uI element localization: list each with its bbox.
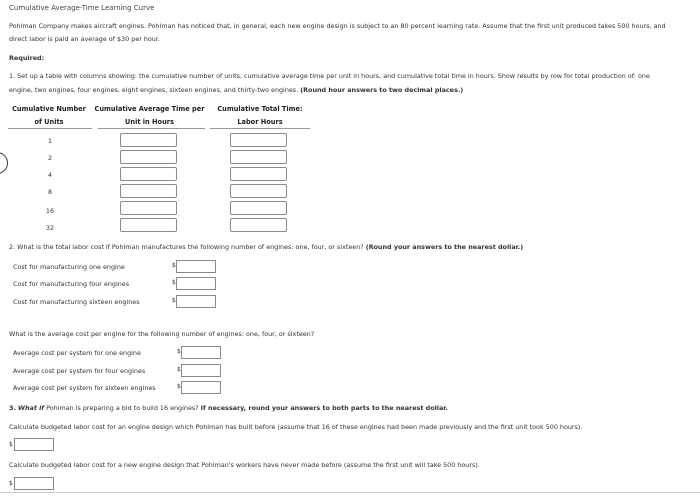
col2-header-line1: Cumulative Average Time per xyxy=(94,105,205,113)
question-2-text: 2. What is the total labor cost if Pohlman manufactures the following number of engines: one, four, or sixteen? xyxy=(9,243,364,251)
currency-symbol: $ xyxy=(172,297,176,304)
row-units-32: 32 xyxy=(45,224,55,232)
budgeted-cost-existing-design-input[interactable] xyxy=(14,438,54,451)
row-units-1: 1 xyxy=(47,137,53,145)
col1-header-line2: of Units xyxy=(34,118,64,126)
avg-time-input-1[interactable] xyxy=(120,133,177,147)
question-3-rounding-note: If necessary, round your answers to both parts to the nearest dollar. xyxy=(200,404,448,412)
total-time-input-4[interactable] xyxy=(230,167,287,181)
row-units-16: 16 xyxy=(45,207,55,215)
currency-symbol: $ xyxy=(172,262,176,269)
question-1-line-1: 1. Set up a table with columns showing: the cumulative number of units, cumulative average time per unit in hours, and cumulative total time in hours. Show results by row for total production of: one xyxy=(9,72,650,80)
budgeted-cost-new-design-input[interactable] xyxy=(14,477,54,490)
question-1-line-2 xyxy=(9,86,463,94)
cost-sixteen-engines-label: Cost for manufacturing sixteen engines xyxy=(13,298,140,306)
cost-one-engine-label: Cost for manufacturing one engine xyxy=(13,263,125,271)
avg-cost-sixteen-engines-label: Average cost per system for sixteen engines xyxy=(13,384,156,392)
avg-cost-one-engine-label: Average cost per system for one engine xyxy=(13,349,141,357)
col1-header-line1: Cumulative Number xyxy=(12,105,86,113)
currency-symbol: $ xyxy=(177,348,181,355)
currency-symbol: $ xyxy=(177,366,181,373)
cost-four-engines-label: Cost for manufacturing four engines xyxy=(13,280,130,288)
question-3-what-if: What if xyxy=(17,404,45,412)
question-1-rounding-note: (Round hour answers to two decimal places.) xyxy=(300,86,464,94)
question-1-text: engine, two engines, four engines, eight engines, sixteen engines, and thirty-two engines. xyxy=(9,86,299,94)
page-title: Cumulative Average-Time Learning Curve xyxy=(9,4,155,12)
total-time-input-32[interactable] xyxy=(230,218,287,232)
total-time-input-16[interactable] xyxy=(230,201,287,215)
question-3-text: Pohlman is preparing a bid to build 16 engines? xyxy=(46,404,199,412)
row-units-4: 4 xyxy=(47,171,53,179)
intro-line-2: direct labor is paid an average of $30 per hour. xyxy=(9,35,160,43)
question-2-rounding-note: (Round your answers to the nearest dollar.) xyxy=(365,243,524,251)
avg-cost-four-engines-label: Average cost per system for four engines xyxy=(13,367,146,375)
row-units-2: 2 xyxy=(47,154,53,162)
currency-symbol: $ xyxy=(177,383,181,390)
side-circle-marker xyxy=(0,152,8,174)
col3-header-line2: Labor Hours xyxy=(237,118,283,126)
col3-header-line1: Cumulative Total Time: xyxy=(217,105,303,113)
currency-symbol: $ xyxy=(172,279,176,286)
avg-cost-one-engine-input[interactable] xyxy=(181,346,221,359)
col2-header-rule xyxy=(98,128,205,129)
intro-line-1: Pohlman Company makes aircraft engines. Pohlman has noticed that, in general, each new engine design is subject to an 80 percent learning rate. Assume that the first unit produced takes 500 hours, and xyxy=(9,22,666,30)
avg-time-input-32[interactable] xyxy=(120,218,177,232)
question-3 xyxy=(9,404,448,412)
avg-time-input-4[interactable] xyxy=(120,167,177,181)
avg-time-input-16[interactable] xyxy=(120,201,177,215)
question-3-part-2: Calculate budgeted labor cost for a new engine design that Pohlman's workers have never made before (assume the first unit will take 500 hours). xyxy=(9,461,480,469)
avg-cost-four-engines-input[interactable] xyxy=(181,364,221,377)
avg-time-input-8[interactable] xyxy=(120,184,177,198)
total-time-input-1[interactable] xyxy=(230,133,287,147)
row-units-8: 8 xyxy=(47,188,53,196)
col3-header-rule xyxy=(210,128,310,129)
currency-symbol: $ xyxy=(9,441,13,448)
cost-one-engine-input[interactable] xyxy=(176,260,216,273)
total-time-input-8[interactable] xyxy=(230,184,287,198)
avg-time-input-2[interactable] xyxy=(120,150,177,164)
total-time-input-2[interactable] xyxy=(230,150,287,164)
required-heading: Required: xyxy=(9,54,45,62)
average-cost-prompt: What is the average cost per engine for the following number of engines: one, four, or sixteen? xyxy=(9,330,315,338)
bottom-divider xyxy=(0,492,700,493)
cost-four-engines-input[interactable] xyxy=(176,277,216,290)
avg-cost-sixteen-engines-input[interactable] xyxy=(181,381,221,394)
currency-symbol: $ xyxy=(9,480,13,487)
cost-sixteen-engines-input[interactable] xyxy=(176,295,216,308)
question-2 xyxy=(9,243,523,251)
question-3-part-1: Calculate budgeted labor cost for an engine design which Pohlman has built before (assume that 16 of these engines had been made previously and the first unit took 500 hours). xyxy=(9,423,583,431)
col2-header-line2: Unit in Hours xyxy=(125,118,174,126)
col1-header-rule xyxy=(8,128,92,129)
question-3-number: 3. xyxy=(9,404,16,412)
